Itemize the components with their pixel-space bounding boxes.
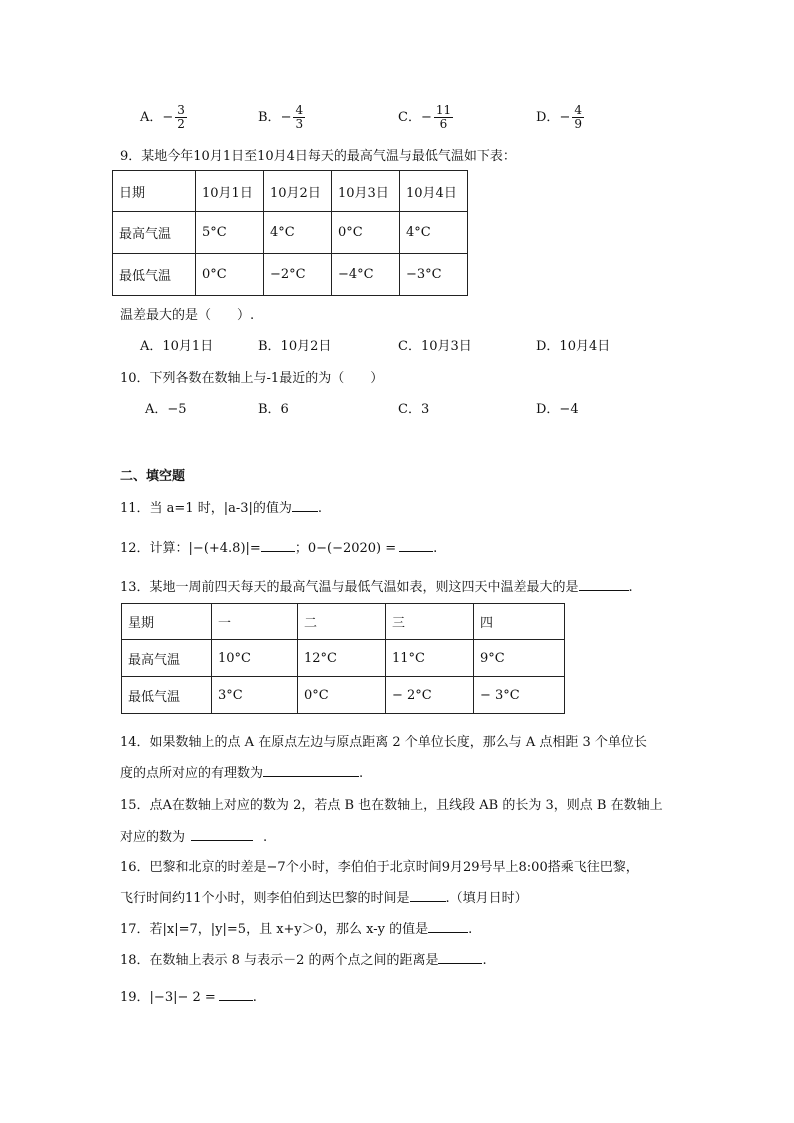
fraction: $\frac{4}{3}$ [295,103,304,131]
answer-blank [438,951,482,964]
q9-stem: 9．某地今年10月1日至10月4日每天的最高气温与最低气温如下表： [120,149,516,164]
table-cell: 星期 [122,604,212,640]
q14-line2: 度的点所对应的有理数为 . [120,766,364,781]
table-cell: 最低气温 [122,677,212,714]
q15-line1: 15．点A在数轴上对应的数为 2，若点 B 也在数轴上，且线段 AB 的长为 3，则点 B 在数轴上 [120,798,663,813]
answer-blank [428,920,468,933]
table-cell: −4°C [332,254,400,296]
answer-blank [219,988,253,1001]
table-cell: 4°C [400,212,468,254]
table-cell: −3°C [400,254,468,296]
table-cell: 3°C [212,677,298,714]
q8-option-a: A．− $\frac{3}{2}$ [140,103,185,131]
q9-after-text: 温差最大的是（ ）. [120,308,255,323]
table-cell: 0°C [298,677,386,714]
math-expression: |−(+4.8)|= [188,541,261,556]
fraction: $\frac{3}{2}$ [177,103,185,131]
table-cell: 10月1日 [196,171,264,212]
q8-option-c: C．− $\frac{11}{6}$ [398,103,452,131]
q14-line1: 14．如果数轴上的点 A 在原点左边与原点距离 2 个单位长度，那么与 A 点相距 3 个单位长 [120,735,647,750]
q17: 17．若|x|=7，|y|=5，且 x+y＞0，那么 x-y 的值是 . [120,922,473,937]
q9-option-d: D．10月4日 [536,339,611,354]
table-cell: 10月2日 [264,171,332,212]
q9-temperature-table [112,170,468,296]
answer-blank [263,764,359,777]
table-cell: 0°C [196,254,264,296]
fraction: $\frac{4}{9}$ [574,103,582,131]
table-cell: 12°C [298,640,386,677]
q15-line2: 对应的数为 . [120,830,268,845]
option-label: B． [258,110,281,125]
option-label: C． [398,110,421,125]
q16-line2: 飞行时间约11个小时，则李伯伯到达巴黎的时间是 .（填月日时） [120,891,528,906]
q11: 11．当 a=1 时，|a-3|的值为 . [120,501,323,516]
q13-stem: 13．某地一周前四天每天的最高气温与最低气温如表，则这四天中温差最大的是 . [120,580,633,595]
math-expression: 0−(−2020) = [307,541,397,556]
table-cell: 日期 [113,171,196,212]
q18: 18．在数轴上表示 8 与表示－2 的两个点之间的距离是 . [120,953,487,968]
table-cell: 三 [386,604,474,640]
table-cell: 10月3日 [332,171,400,212]
q13-temperature-table [121,603,565,714]
q10-stem: 10．下列各数在数轴上与-1最近的为（ ） [120,371,384,386]
table-cell: 0°C [332,212,400,254]
math-expression: 19．|−3|− 2 = [120,990,216,1005]
q12: 12．计算：|−(+4.8)|= ；0−(−2020) = . [120,541,438,556]
table-cell: 最高气温 [122,640,212,677]
option-label: D． [536,110,560,125]
q10-option-d: D．−4 [536,402,579,417]
section-title: 二、填空题 [120,469,186,484]
table-cell: 最低气温 [113,254,196,296]
answer-blank [292,499,318,512]
table-cell: 四 [474,604,565,640]
table-cell: 9°C [474,640,565,677]
q8-option-d: D．− $\frac{4}{9}$ [536,103,582,131]
q9-option-b: B．10月2日 [258,339,332,354]
q16-line1: 16．巴黎和北京的时差是−7个小时，李伯伯于北京时间9月29号早上8:00搭乘飞往巴黎， [120,860,639,875]
answer-blank [191,828,253,841]
table-cell: 二 [298,604,386,640]
option-label: A． [140,110,163,125]
table-cell: −2°C [264,254,332,296]
table-cell: 10°C [212,640,298,677]
q9-option-a: A．10月1日 [140,339,214,354]
q8-option-b: B．− $\frac{4}{3}$ [258,103,304,131]
answer-blank [410,889,446,902]
table-cell: − 2°C [386,677,474,714]
table-cell: − 3°C [474,677,565,714]
q10-option-c: C．3 [398,402,430,417]
table-cell: 一 [212,604,298,640]
q9-option-c: C．10月3日 [398,339,472,354]
table-cell: 最高气温 [113,212,196,254]
answer-blank [399,539,433,552]
table-cell: 4°C [264,212,332,254]
q10-option-b: B．6 [258,402,289,417]
table-cell: 10月4日 [400,171,468,212]
table-cell: 11°C [386,640,474,677]
fraction: $\frac{11}{6}$ [435,103,452,131]
q10-option-a: A．−5 [145,402,187,417]
table-cell: 5°C [196,212,264,254]
q19: 19．|−3|− 2 = . [120,990,257,1005]
answer-blank [579,578,629,591]
answer-blank [261,539,295,552]
